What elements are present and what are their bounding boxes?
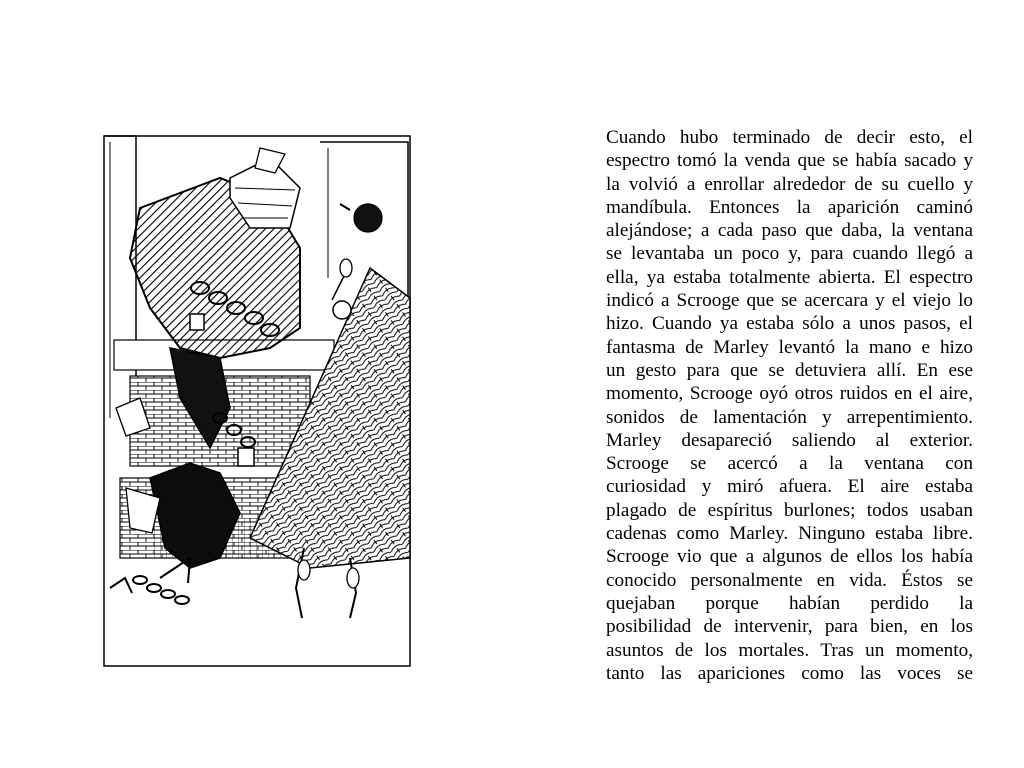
- text-line: sonidos de lamentación y arrepentimiento.: [606, 406, 973, 428]
- text-line: alejándose; a cada paso que daba, la ventana: [606, 220, 973, 242]
- text-line: momento, Scrooge oyó otros ruidos en el aire,: [606, 383, 973, 405]
- text-line: conocido personalmente en vida. Éstos se: [606, 569, 973, 591]
- text-line: Marley desapareció saliendo al exterior.: [606, 429, 973, 451]
- text-line: quejaban porque habían perdido la: [606, 592, 973, 614]
- text-line: cadenas como Marley. Ninguno estaba libre.: [606, 523, 973, 545]
- text-line: tanto las apariciones como las voces se: [606, 662, 973, 684]
- text-line: Cuando hubo terminado de decir esto, el: [606, 127, 973, 148]
- text-line: curiosidad y miró afuera. El aire estaba: [606, 476, 973, 498]
- text-line: indicó a Scrooge que se acercara y el viejo lo: [606, 290, 973, 312]
- text-line: la volvió a enrollar alrededor de su cuello y: [606, 173, 973, 195]
- text-line: posibilidad de intervenir, para bien, en los: [606, 616, 973, 638]
- text-line: fantasma de Marley levantó la mano e hizo: [606, 336, 973, 358]
- text-line: se levantaba un poco y, para cuando llegó a: [606, 243, 973, 265]
- text-line: espectro tomó la venda que se había sacado y: [606, 150, 973, 172]
- ghost-chains-illustration-icon: [70, 118, 440, 700]
- text-line: ella, ya estaba totalmente abierta. El espectro: [606, 266, 973, 288]
- text-line: hizo. Cuando ya estaba sólo a unos pasos, el: [606, 313, 973, 335]
- story-text: [606, 126, 973, 685]
- text-line: mandíbula. Entonces la aparición caminó: [606, 196, 973, 218]
- text-line: plagado de espíritus burlones; todos usaban: [606, 499, 973, 521]
- text-line: Scrooge vio que a algunos de ellos los había: [606, 546, 973, 568]
- text-line: asuntos de los mortales. Tras un momento,: [606, 639, 973, 661]
- text-line: Scrooge se acercó a la ventana con: [606, 453, 973, 475]
- text-line: un gesto para que se detuviera allí. En ese: [606, 359, 973, 381]
